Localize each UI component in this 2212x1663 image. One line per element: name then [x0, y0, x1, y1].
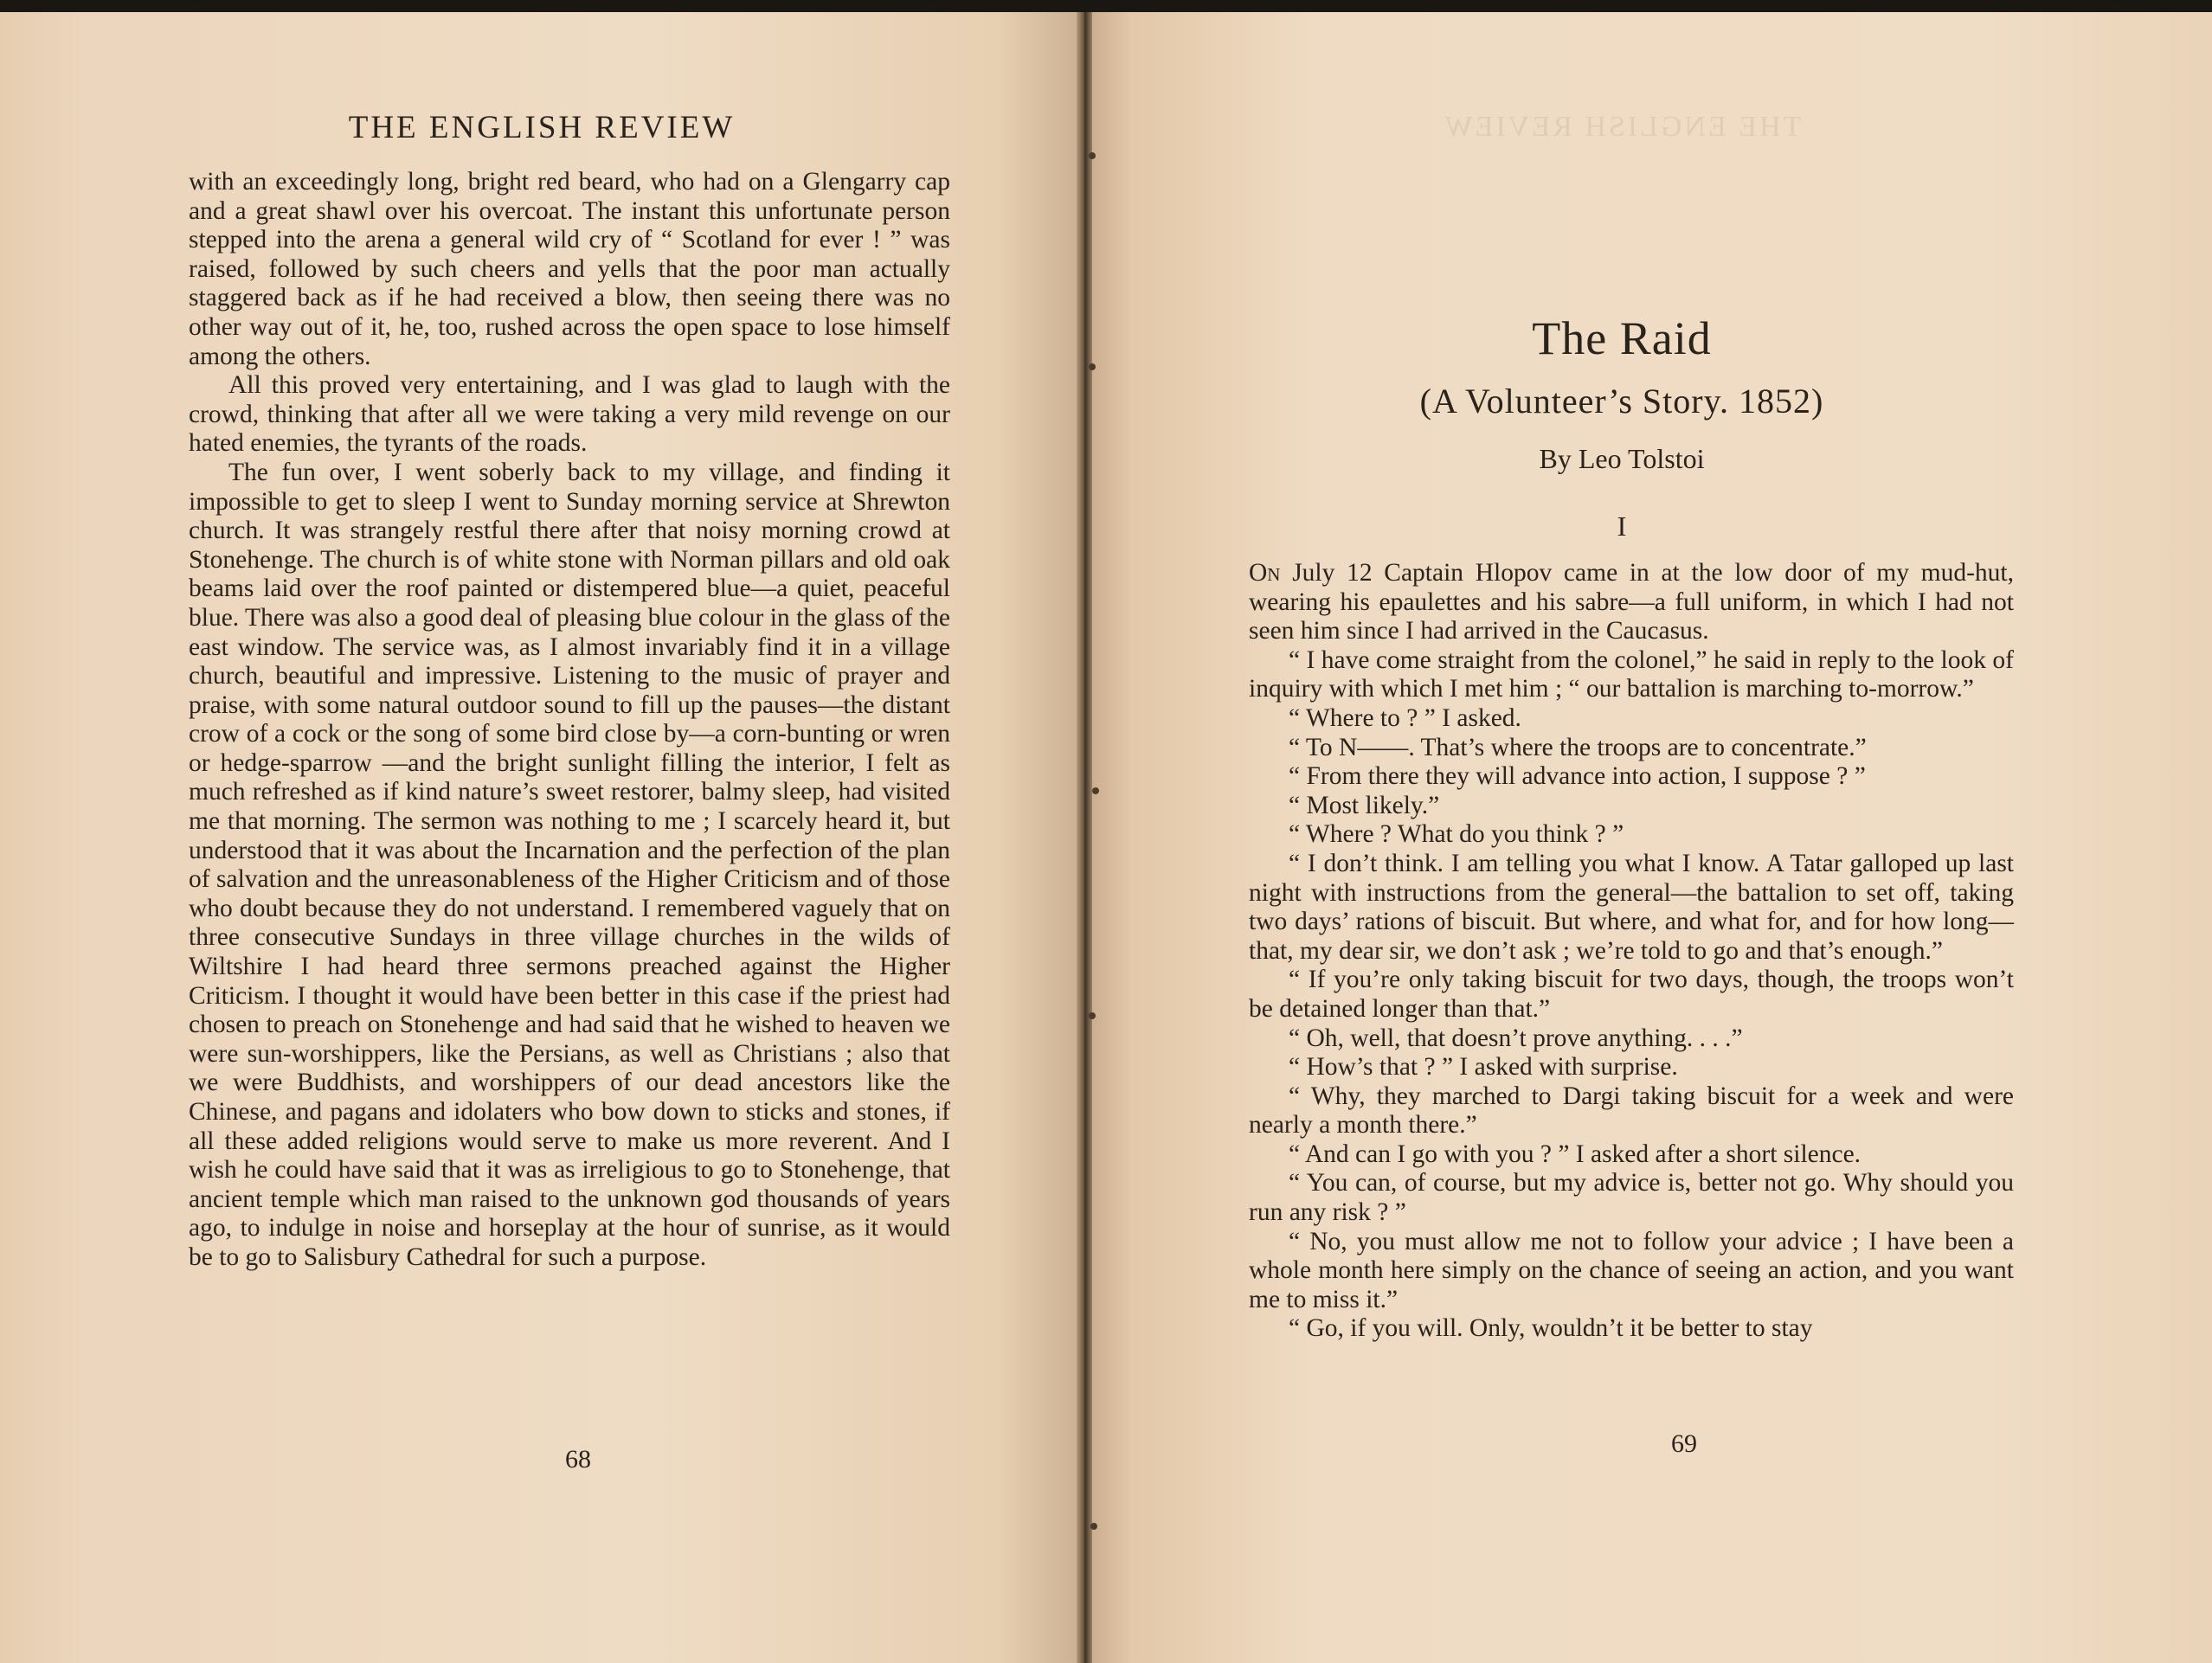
book-gutter [1077, 12, 1092, 1663]
binding-mark [1092, 787, 1099, 794]
paragraph: “ Where to ? ” I asked. [1289, 703, 1521, 732]
paragraph: “ I have come straight from the colonel,” he said in reply to the look of inquiry with which I met him ; “ our battalion is marching to-morrow.” [1249, 645, 2014, 703]
binding-mark [1089, 152, 1096, 159]
paragraph: “ Oh, well, that doesn’t prove anything. . . .” [1289, 1024, 1743, 1052]
page-number-left: 68 [565, 1445, 591, 1474]
opening-paragraph [1249, 559, 2014, 646]
paragraph: with an exceedingly long, bright red beard, who had on a Glengarry cap and a great shawl over his overcoat. The instant this unfortunate person stepped into the arena a general wild cry of “ Scotland for ever ! ” was raised, followed by such cheers and yells that the poor man actually staggered back as if he had received a blow, then seeing there was no other way out of it, he, too, rushed across the open space to lose himself among the others. [189, 168, 950, 370]
binding-mark [1090, 1523, 1097, 1530]
running-head: THE ENGLISH REVIEW [348, 110, 736, 145]
paragraph: “ Why, they marched to Dargi taking biscuit for a week and were nearly a month there.” [1249, 1082, 2014, 1140]
paragraph: “ Where ? What do you think ? ” [1289, 820, 1624, 849]
paragraph: “ You can, of course, but my advice is, better not go. Why should you run any risk ? ” [1249, 1169, 2014, 1227]
article-title: The Raid [1532, 312, 1712, 364]
article-author: By Leo Tolstoi [1539, 443, 1705, 474]
paragraph: “ And can I go with you ? ” I asked after a short silence. [1289, 1140, 1862, 1168]
paragraph: “ If you’re only taking biscuit for two days, though, the troops won’t be detained longer than that.” [1249, 966, 2014, 1023]
section-number: I [1617, 510, 1627, 542]
paragraph: “ Most likely.” [1289, 791, 1440, 819]
paragraph: The fun over, I went soberly back to my village, and finding it impossible to get to sleep I went to Sunday morning service at Shrewton church. It was strangely restful there after that noisy morning crowd at Stonehenge. The church is of white stone with Norman pillars and old oak beams laid over the roof painted or distempered blue—a quiet, peaceful blue. There was also a good deal of pleasing blue colour in the glass of the east window. The service was, as I almost invariably find it in a village church, beautiful and impressive. Listening to the music of prayer and praise, with some natural outdoor sound to fill up the pauses—the distant crow of a cock or the song of some bird close by—a corn-bunting or wren or hedge-sparrow —and the bright sunlight filling the interior, I felt as much refreshed as if kind nature’s sweet restorer, balmy sleep, had visited me that morning. The sermon was nothing to me ; I scarcely heard it, but understood that it was about the Incarnation and the perfection of the plan of salvation and the unreasonableness of the Higher Criticism and of those who doubt because they do not understand. I remembered vaguely that on three consecutive Sundays in three village churches in the wilds of Wiltshire I had heard three sermons preached against the Higher Criticism. I thought it would have been better in this case if the priest had chosen to preach on Stonehenge and had said that he wished to heaven we were sun-worshippers, like the Persians, as well as Christians ; also that we were Buddhists, and worshippers of our dead ancestors like the Chinese, and pagans and idolaters who bow down to sticks and stones, if all these added religions would serve to make us more reverent. And I wish he could have said that it was as irreligious to go to Stonehenge, that ancient temple which man raised to the unknown god thousands of years ago, to indulge in noise and horseplay at the hour of sunrise, as it would be to go to Salisbury Cathedral for such a purpose. [189, 458, 950, 1271]
binding-mark [1089, 1012, 1096, 1019]
paragraph: “ No, you must allow me not to follow your advice ; I have been a whole month here simply on the chance of seeing an action, and you want me to miss it.” [1249, 1227, 2014, 1313]
right-body-text [1249, 559, 2014, 1344]
opening-word: On [1249, 559, 1281, 587]
paragraph: “ I don’t think. I am telling you what I know. A Tatar galloped up last night with instructions from the general—the battalion to set off, taking two days’ rations of biscuit. But where, and what for, and for how long—that, my dear sir, we don’t ask ; we’re told to go and that’s enough.” [1249, 849, 2014, 965]
left-body-text [189, 168, 950, 1273]
show-through-running-head: THE ENGLISH REVIEW [1442, 111, 1802, 143]
paragraph: “ How’s that ? ” I asked with surprise. [1289, 1053, 1678, 1082]
paragraph: “ Go, if you will. Only, wouldn’t it be better to stay [1289, 1314, 1813, 1343]
paragraph: “ To N——. That’s where the troops are to concentrate.” [1289, 733, 1867, 761]
paragraph: “ From there they will advance into action, I suppose ? ” [1289, 762, 1866, 791]
page-number-right: 69 [1671, 1429, 1697, 1458]
paragraph: All this proved very entertaining, and I was glad to laugh with the crowd, thinking that after all we were taking a very mild revenge on our hated enemies, the tyrants of the roads. [189, 371, 950, 458]
opening-paragraph-text: July 12 Captain Hlopov came in at the low door of my mud-hut, wearing his epaulettes and his sabre—a full uniform, in which I had not seen him since I had arrived in the Caucasus. [1249, 559, 2014, 645]
article-subtitle: (A Volunteer’s Story. 1852) [1419, 382, 1824, 421]
